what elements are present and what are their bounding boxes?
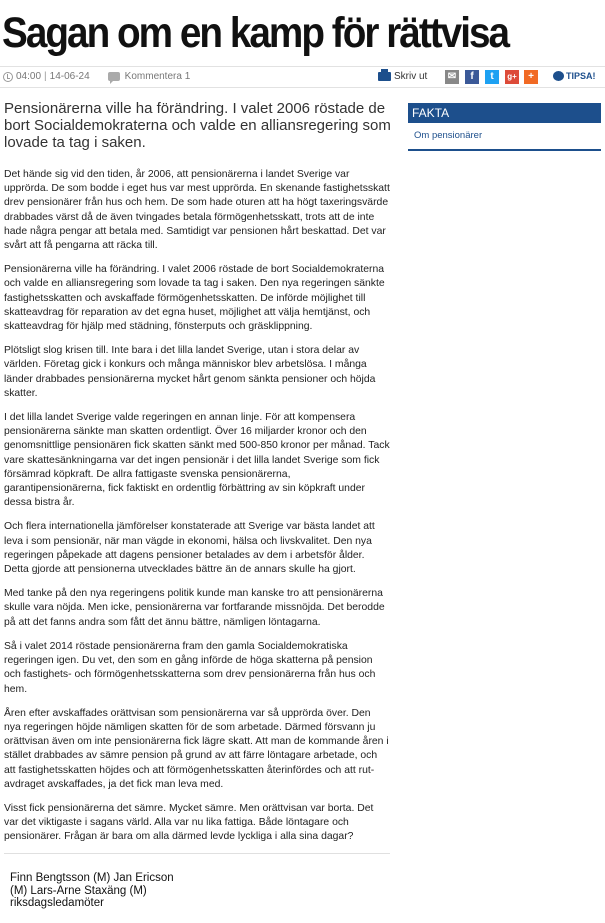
clock-icon bbox=[3, 72, 13, 82]
printer-icon bbox=[378, 72, 391, 81]
author-divider bbox=[4, 853, 390, 854]
article-lead: Pensionärerna ville ha förändring. I valet 2006 röstade de bort Socialdemokraterna och valde en alliansregering som lovade ta tag i saken. bbox=[4, 100, 391, 151]
article-authors bbox=[10, 872, 310, 910]
publish-date: 14-06-24 bbox=[49, 71, 90, 82]
body-paragraph: Så i valet 2014 röstade pensionärerna fram den gamla Socialdemokratiska regeringen igen. Du vet, den som en gång införde de höga skatterna på pension och fastighets- och förmögenhetsskatterna som drev pensionärerna från hus och hem. bbox=[4, 640, 376, 695]
body-paragraph: Plötsligt slog krisen till. Inte bara i det lilla landet Sverige, utan i stora delar av världen. Företag gick i konkurs och många människor blev arbetslösa. I många länder drabbades pensionärerna mycket hårt genom sänkta pensioner och höjda skatter. bbox=[4, 345, 376, 399]
tip-button[interactable] bbox=[553, 71, 596, 81]
author-line: (M) Lars-Arne Staxäng (M) bbox=[10, 884, 147, 897]
body-paragraph: I det lilla landet Sverige valde regeringen en annan linje. För att kompensera pensionärerna sänkte man skatten ordentligt. Över 16 miljarder kronor och den genomsnittlige pensionären fick skatten sänkt med 500-850 kronor per månad. Tack vare skattesänkningarna var det ingen pensionär i det lilla landet Sverige som fick försämrad köpkraft. De allra fattigaste svenska pensionärerna, garantipensionärerna, fick faktiskt en ordentlig förbättring av sin köpkraft under dessa bistra år. bbox=[4, 412, 390, 509]
article-headline: Sagan om en kamp för rättvisa bbox=[2, 9, 509, 57]
body-paragraph: Visst fick pensionärerna det sämre. Mycket sämre. Men orättvisan var borta. Det var det viktigaste i sagans värld. Alla var nu lika fattiga. Både löntagare och pensionärer. Frågan är bara om alla därmed levde lyckliga i alla sina dagar? bbox=[4, 802, 374, 843]
email-share-icon[interactable]: ✉ bbox=[445, 70, 459, 84]
twitter-share-icon[interactable]: t bbox=[485, 70, 499, 84]
print-label: Skriv ut bbox=[394, 71, 428, 82]
tip-label: TIPSA! bbox=[566, 71, 596, 81]
body-paragraph: Det hände sig vid den tiden, år 2006, att pensionärerna i landet Sverige var upprörda. De som bodde i eget hus var mest upprörda. En skenande fastighetsskatt drev pensionärer från hus och hem. De som hade oturen att ha högt taxeringsvärde drabbades värst då de även tvingades betala förmögenhetsskatt, trots att de inte hade några pengar att betala med. Samtidigt var pensionen hårt beskattad. Det var svårt att få pengarna att räcka till. bbox=[4, 169, 390, 252]
fakta-link-pensioners[interactable]: Om pensionärer bbox=[414, 130, 483, 141]
article-body bbox=[4, 168, 390, 855]
body-paragraph: Pensionärerna ville ha förändring. I valet 2006 röstade de bort Socialdemokraterna och valde en alliansregering som lovade ta tag i saken. Den nya regeringen sänkte fastighetsskatten och avskaffade förmögenhetsskatten. De införde möjlighet till skatteavdrag för reparation av det egna huset, möjlighet att välja hemtjänst, och skatteavdrag för hjälp med städning, fönsterputs och gräsklippning. bbox=[4, 264, 385, 333]
fakta-title: FAKTA bbox=[408, 103, 601, 123]
article-meta-left bbox=[3, 71, 190, 82]
body-paragraph: Och flera internationella jämförelser konstaterade att Sverige var bästa landet att leva i som pensionär, när man vägde in ekonomi, hälsa och livskvalitet. Den nya regeringen påpekade att dagens pensioner betalades av dem i arbetsför ålder. Detta gjorde att pensionerna utvecklades bättre än de annars skulle ha gjort. bbox=[4, 521, 375, 576]
fakta-box bbox=[408, 103, 601, 151]
author-line: Finn Bengtsson (M) Jan Ericson bbox=[10, 872, 174, 884]
comment-link[interactable]: Kommentera 1 bbox=[124, 71, 191, 82]
more-share-icon[interactable]: + bbox=[524, 70, 538, 84]
author-line: riksdagsledamöter bbox=[10, 897, 104, 909]
body-paragraph: Åren efter avskaffades orättvisan som pensionärerna var så upprörda över. Den nya regeringen höjde nämligen skatten för de som arbetade. Därmed försvann ju orättvisan även om inte pensionärerna fick lägre skatt. Att man de kommande åren i stället drabbades av sämre pension på grund av att färre löntagare arbetade, och att fastighetsskatten höjdes och att förmögenhetsskatten återinfördes och att rut-avdraget avskaffades, ja det fick man leva med. bbox=[4, 707, 389, 790]
publish-time: 04:00 bbox=[16, 71, 42, 82]
body-paragraph: Med tanke på den nya regeringens politik kunde man kanske tro att pensionärerna skulle vara nöjda. Men icke, pensionärerna var fortfarande missnöjda. Det berodde på att det fanns andra som fått det ännu bättre, nämligen löntagarna. bbox=[4, 588, 385, 628]
meta-separator: | bbox=[44, 71, 47, 82]
article-meta-bar bbox=[0, 66, 605, 88]
googleplus-share-icon[interactable]: g+ bbox=[505, 70, 519, 84]
tip-icon bbox=[553, 71, 564, 81]
comment-icon[interactable] bbox=[108, 72, 120, 81]
facebook-share-icon[interactable]: f bbox=[465, 70, 479, 84]
print-button[interactable] bbox=[378, 71, 427, 82]
